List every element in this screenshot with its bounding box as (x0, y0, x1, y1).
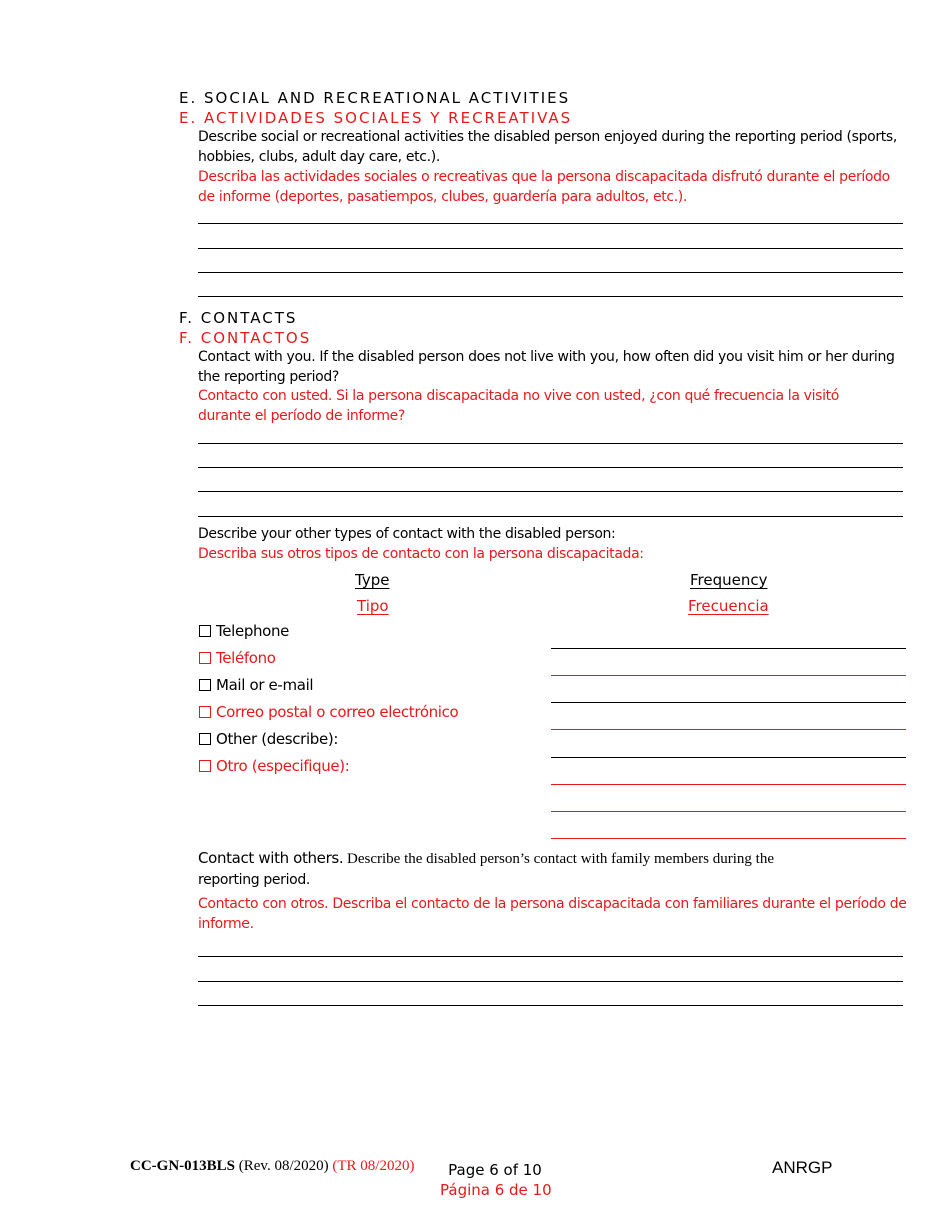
mail-label-spanish: Correo postal o correo electrónico (216, 703, 459, 721)
answer-line[interactable] (198, 443, 903, 444)
mail-checkbox-spanish[interactable] (199, 706, 211, 718)
other-checkbox[interactable] (199, 733, 211, 745)
frequency-column-header-spanish: Frecuencia (688, 597, 769, 615)
page-number: Page 6 of 10 (448, 1161, 542, 1179)
frequency-line[interactable] (551, 811, 906, 812)
telephone-checkbox-row[interactable] (199, 621, 289, 641)
section-e-description-spanish: Describa las actividades sociales o recreativas que la persona discapacitada disfrutó durante el período de informe (deportes, pasatiempos, clubes, guardería para adultos, etc.). (198, 169, 890, 205)
answer-line[interactable] (198, 223, 903, 224)
contact-with-others-question-spanish: Contacto con otros. Describa el contacto de la persona discapacitada con familiares durante el período de informe. (198, 896, 907, 932)
answer-line[interactable] (198, 296, 903, 297)
form-code (130, 1158, 414, 1175)
telephone-label: Telephone (216, 622, 290, 640)
other-label-spanish: Otro (especifique): (216, 757, 350, 775)
section-f-title: F. CONTACTS (179, 309, 298, 327)
answer-line[interactable] (198, 467, 903, 468)
contact-with-others-question (198, 848, 908, 890)
form-translation: (TR 08/2020) (332, 1158, 415, 1174)
section-e-title-spanish: E. ACTIVIDADES SOCIALES Y RECREATIVAS (179, 109, 573, 127)
other-checkbox-row[interactable] (199, 729, 338, 749)
frequency-line[interactable] (551, 675, 906, 676)
type-column-header-spanish: Tipo (357, 597, 389, 615)
section-e-description: Describe social or recreational activities the disabled person enjoyed during the reporting period (sports, hobbies, clubs, adult day care, etc.). (198, 129, 897, 165)
telephone-label-spanish: Teléfono (216, 649, 276, 667)
contact-with-others-text-line2: reporting period. (198, 872, 310, 888)
frequency-line[interactable] (551, 729, 906, 730)
mail-checkbox-row[interactable] (199, 675, 313, 695)
telephone-checkbox[interactable] (199, 625, 211, 637)
contact-with-others-label: Contact with others. (198, 849, 344, 867)
frequency-column-header: Frequency (690, 571, 768, 589)
section-e-title: E. SOCIAL AND RECREATIONAL ACTIVITIES (179, 89, 571, 107)
frequency-line[interactable] (551, 648, 906, 649)
page-number-spanish: Página 6 de 10 (440, 1181, 552, 1199)
telephone-checkbox-row-spanish[interactable] (199, 648, 276, 668)
frequency-line[interactable] (551, 838, 906, 839)
contact-with-you-question-spanish: Contacto con usted. Si la persona discapacitada no vive con usted, ¿con qué frecuencia la visitó durante el período de informe? (198, 388, 839, 424)
telephone-checkbox-spanish[interactable] (199, 652, 211, 664)
other-contact-types-label-spanish: Describa sus otros tipos de contacto con la persona discapacitada: (198, 546, 644, 562)
frequency-line[interactable] (551, 702, 906, 703)
other-label: Other (describe): (216, 730, 339, 748)
frequency-line[interactable] (551, 784, 906, 785)
answer-line[interactable] (198, 491, 903, 492)
answer-line[interactable] (198, 956, 903, 957)
section-f-title-spanish: F. CONTACTOS (179, 329, 312, 347)
frequency-line[interactable] (551, 757, 906, 758)
form-revision: (Rev. 08/2020) (235, 1158, 333, 1174)
form-footer-code: ANRGP (772, 1158, 833, 1177)
answer-line[interactable] (198, 981, 903, 982)
type-column-header: Type (355, 571, 390, 589)
answer-line[interactable] (198, 272, 903, 273)
answer-line[interactable] (198, 516, 903, 517)
other-checkbox-row-spanish[interactable] (199, 756, 350, 776)
answer-line[interactable] (198, 1005, 903, 1006)
mail-checkbox-row-spanish[interactable] (199, 702, 458, 722)
contact-with-others-text: Describe the disabled person’s contact with family members during the (343, 851, 774, 867)
other-checkbox-spanish[interactable] (199, 760, 211, 772)
other-contact-types-label: Describe your other types of contact with the disabled person: (198, 526, 616, 542)
answer-line[interactable] (198, 248, 903, 249)
mail-checkbox[interactable] (199, 679, 211, 691)
mail-label: Mail or e-mail (216, 676, 314, 694)
contact-with-you-question: Contact with you. If the disabled person does not live with you, how often did you visit him or her during the reporting period? (198, 349, 895, 385)
form-code-number: CC-GN-013BLS (130, 1158, 236, 1174)
